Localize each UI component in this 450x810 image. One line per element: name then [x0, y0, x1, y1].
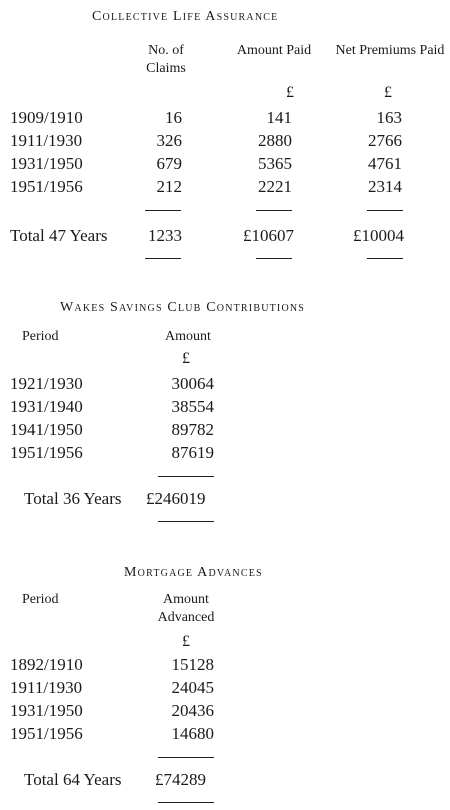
- life-row-period: 1931/1950: [10, 154, 83, 173]
- wakes-row-amount: 87619: [171, 443, 214, 462]
- mortgage-rule-top: [158, 757, 214, 758]
- wakes-row-period: 1951/1956: [10, 443, 83, 462]
- mortgage-row-amount: 20436: [171, 701, 214, 720]
- wakes-row-period: 1921/1930: [10, 374, 83, 393]
- mortgage-row-amount: 14680: [171, 724, 214, 743]
- life-row-claims: 212: [156, 177, 182, 196]
- life-row-claims: 326: [156, 131, 182, 150]
- life-premiums-rule-top: [367, 210, 403, 211]
- life-row-amount: 2221: [258, 177, 292, 196]
- life-premiums-rule-bottom: [367, 258, 403, 259]
- life-claims-rule-top: [145, 210, 181, 211]
- wakes-title: Wakes Savings Club Contributions: [60, 300, 306, 315]
- wakes-amount-unit: £: [182, 350, 190, 367]
- mortgage-col-period-header: Period: [22, 592, 59, 607]
- life-row-period: 1911/1930: [10, 131, 83, 150]
- life-row-claims: 16: [165, 108, 182, 127]
- mortgage-row-period: 1931/1950: [10, 701, 83, 720]
- life-col-premiums-header: Net Premiums Paid: [335, 43, 445, 58]
- life-title: Collective Life Assurance: [92, 9, 279, 24]
- wakes-total-label: Total 36 Years: [24, 489, 122, 508]
- wakes-rule-bottom: [158, 521, 214, 522]
- life-row-claims: 679: [156, 154, 182, 173]
- mortgage-total-label: Total 64 Years: [24, 770, 122, 789]
- life-row-period: 1951/1956: [10, 177, 83, 196]
- wakes-row-period: 1931/1940: [10, 397, 83, 416]
- wakes-total-amount: £246019: [146, 489, 206, 508]
- mortgage-row-period: 1951/1956: [10, 724, 83, 743]
- life-total-premiums: £10004: [353, 226, 404, 245]
- life-total-label: Total 47 Years: [10, 226, 108, 245]
- life-col-claims-header: No. of Claims: [146, 43, 186, 76]
- mortgage-amount-unit: £: [182, 633, 190, 650]
- mortgage-row-amount: 15128: [171, 655, 214, 674]
- life-row-premiums: 163: [376, 108, 402, 127]
- life-col-amount-header: Amount Paid: [236, 43, 312, 58]
- wakes-col-period-header: Period: [22, 329, 59, 344]
- life-amount-rule-bottom: [256, 258, 292, 259]
- life-premiums-unit: £: [384, 84, 392, 101]
- mortgage-total-amount: £74289: [155, 770, 206, 789]
- life-row-premiums: 2766: [368, 131, 402, 150]
- mortgage-row-amount: 24045: [171, 678, 214, 697]
- wakes-col-amount-header: Amount: [165, 329, 211, 344]
- wakes-row-amount: 89782: [171, 420, 214, 439]
- life-row-premiums: 2314: [368, 177, 402, 196]
- mortgage-rule-bottom: [158, 802, 214, 803]
- life-total-amount: £10607: [243, 226, 294, 245]
- life-claims-rule-bottom: [145, 258, 181, 259]
- mortgage-row-period: 1911/1930: [10, 678, 83, 697]
- life-total-claims: 1233: [148, 226, 182, 245]
- life-amount-unit: £: [286, 84, 294, 101]
- life-row-amount: 141: [266, 108, 292, 127]
- life-amount-rule-top: [256, 210, 292, 211]
- mortgage-row-period: 1892/1910: [10, 655, 83, 674]
- life-row-period: 1909/1910: [10, 108, 83, 127]
- wakes-row-amount: 30064: [171, 374, 214, 393]
- life-row-amount: 2880: [258, 131, 292, 150]
- wakes-row-amount: 38554: [171, 397, 214, 416]
- mortgage-title: Mortgage Advances: [124, 565, 263, 580]
- wakes-row-period: 1941/1950: [10, 420, 83, 439]
- life-row-amount: 5365: [258, 154, 292, 173]
- wakes-rule-top: [158, 476, 214, 477]
- mortgage-col-amount-header: Amount Advanced: [157, 592, 215, 625]
- life-row-premiums: 4761: [368, 154, 402, 173]
